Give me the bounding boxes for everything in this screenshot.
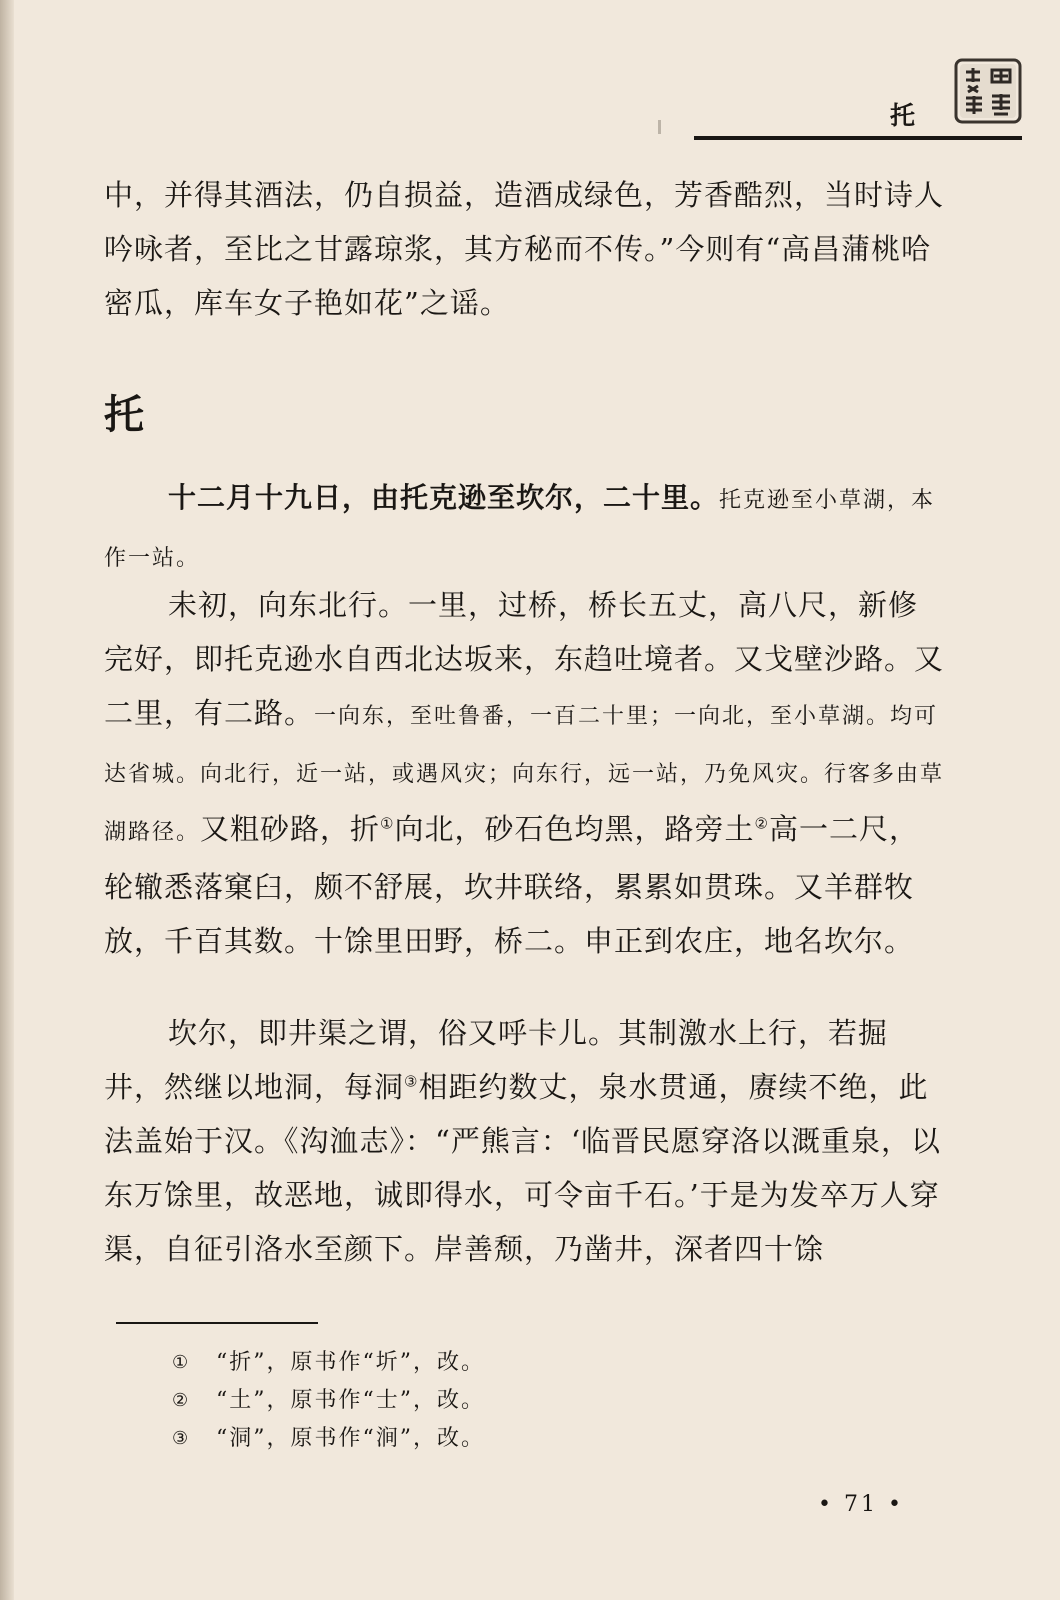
footnote-text: “洞”，原书作“涧”，改。: [216, 1426, 485, 1451]
footnote-text: “折”，原书作“圻”，改。: [216, 1350, 485, 1375]
paragraph-kaner: [104, 1006, 944, 1276]
footnote-ref-3[interactable]: ③: [404, 1072, 419, 1091]
footnote-rule: [116, 1322, 318, 1324]
journey-text-4: 高一二尺，轮辙悉落窠臼，颇不舒展，坎井联络，累累如贯珠。又羊群牧放，千百其数。十馀里田野，桥二。申正到农庄，地名坎尔。: [104, 812, 919, 958]
series-seal-icon: [954, 58, 1022, 124]
footnote-text: “土”，原书作“士”，改。: [216, 1388, 485, 1413]
journey-text-1: 未初，向东北行。一里，过桥，桥长五丈，高八尺，新修完好，即托克逊水自西北达坂来，东趋吐境者。又戈壁沙路。又二里，有二路。: [104, 588, 945, 730]
footnote-ref-2[interactable]: ②: [754, 814, 769, 833]
page-number: • 71 •: [818, 1492, 904, 1517]
footnote-list: [172, 1344, 485, 1458]
section-title: 托: [104, 392, 144, 438]
footnote-ref-1[interactable]: ①: [380, 814, 395, 833]
footnote-item: [172, 1420, 485, 1458]
journey-note: 一向东，至吐鲁番，一百二十里；一向北，至小草湖。均可达省城。向北行，近一站，或遇风灾；向东行，远一站，乃免风灾。行客多由草湖路径。: [104, 704, 945, 845]
footnote-mark: ③: [172, 1428, 191, 1449]
paragraph-journey: [104, 578, 944, 968]
kaner-text-2: 相距约数丈，泉水贯通，赓续不绝，此法盖始于汉。《沟洫志》：“严熊言：‘临晋民愿穿洛以溉重泉，以东万馀里，故恶地，诚即得水，可令亩千石。’于是为发卒万人穿渠，自征引洛水至颜下。岸善颓，乃凿井，深者四十馀: [104, 1070, 942, 1266]
paragraph-continued: 中，并得其酒法，仍自损益，造酒成绿色，芳香酷烈，当时诗人吟咏者，至比之甘露琼浆，其方秘而不传。”今则有“高昌蒲桃哈密瓜，库车女子艳如花”之谣。: [104, 178, 945, 320]
footnote-item: [172, 1382, 485, 1420]
journey-text-2: 又粗砂路，折: [200, 812, 381, 846]
footnote-item: [172, 1344, 485, 1382]
kaner-text-1: 坎尔，即井渠之谓，俗又呼卡儿。其制激水上行，若掘井，然继以地洞，每洞: [104, 1016, 889, 1104]
page-binding-edge: [0, 0, 14, 1600]
paper-crease: [658, 120, 661, 134]
diary-entry-heading: [104, 470, 944, 586]
entry-date-route: 十二月十九日，由托克逊至坎尔，二十里。: [168, 481, 720, 514]
journey-text-3: 向北，砂石色均黑，路旁土: [394, 812, 755, 846]
entry-note: 托克逊至小草湖，本作一站。: [104, 488, 936, 571]
running-head: 托: [890, 101, 916, 130]
footnote-mark: ②: [172, 1390, 191, 1411]
footnote-mark: ①: [172, 1352, 191, 1373]
header-rule: [694, 136, 1022, 140]
